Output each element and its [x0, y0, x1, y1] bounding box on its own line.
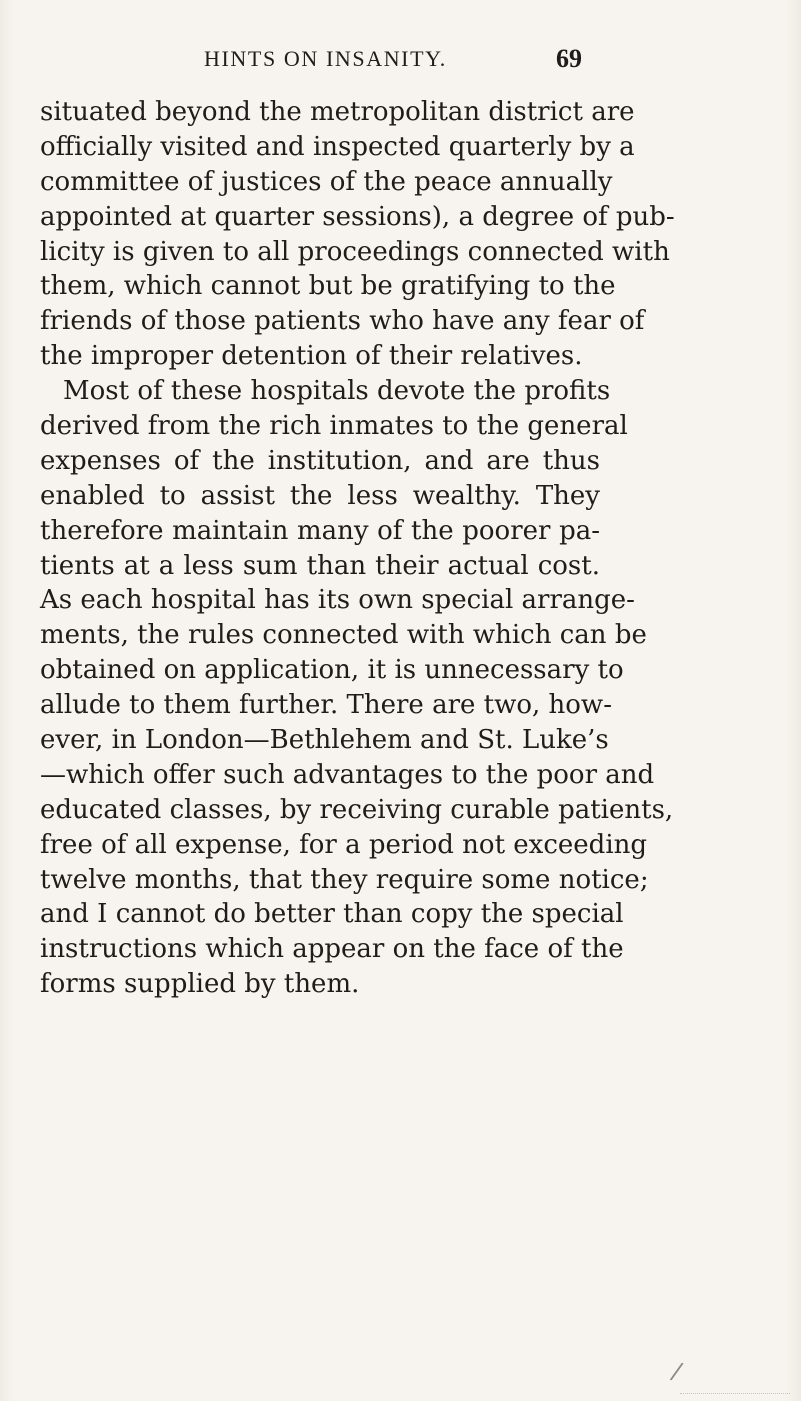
text-line: expenses of the institution, and are thus [40, 445, 600, 476]
body-text [40, 95, 675, 1002]
text-line: —which offer such advantages to the poor and [40, 759, 655, 790]
running-head [0, 44, 801, 84]
text-line: tients at a less sum than their actual cost. [40, 550, 600, 581]
text-line: therefore maintain many of the poorer pa- [40, 515, 600, 546]
text-line: instructions which appear on the face of the [40, 934, 624, 965]
running-title: HINTS ON INSANITY. [204, 46, 447, 71]
text-line: derived from the rich inmates to the general [40, 411, 628, 442]
text-line: licity is given to all proceedings connected with [40, 236, 670, 267]
text-line: ever, in London—Bethlehem and St. Luke’s [40, 725, 609, 756]
text-line: ments, the rules connected with which can be [40, 620, 647, 651]
text-line: allude to them further. There are two, how- [40, 690, 612, 721]
text-line: officially visited and inspected quarterly by a [40, 131, 635, 162]
text-line: friends of those patients who have any fear of [40, 306, 645, 337]
text-line: situated beyond the metropolitan district are [40, 97, 635, 127]
text-line: As each hospital has its own special arrange- [40, 585, 635, 616]
page-number: 69 [556, 44, 582, 73]
text-line: committee of justices of the peace annually [40, 166, 613, 197]
text-line: them, which cannot but be gratifying to the [40, 271, 616, 302]
text-line: appointed at quarter sessions), a degree of pub- [40, 201, 675, 232]
text-line: enabled to assist the less wealthy. They [40, 480, 600, 511]
paragraph-start-line: Most of these hospitals devote the profits [63, 376, 611, 407]
text-line: educated classes, by receiving curable patients, [40, 794, 674, 825]
text-line: obtained on application, it is unnecessary to [40, 655, 624, 686]
text-line: and I cannot do better than copy the special [40, 899, 624, 930]
text-line: forms supplied by them. [40, 969, 360, 1000]
page-speckle [680, 1393, 790, 1395]
ink-mark: / [668, 1356, 685, 1386]
text-line: the improper detention of their relatives. [40, 341, 583, 372]
text-line: free of all expense, for a period not exceeding [40, 829, 648, 860]
text-line: twelve months, that they require some notice; [40, 864, 649, 895]
